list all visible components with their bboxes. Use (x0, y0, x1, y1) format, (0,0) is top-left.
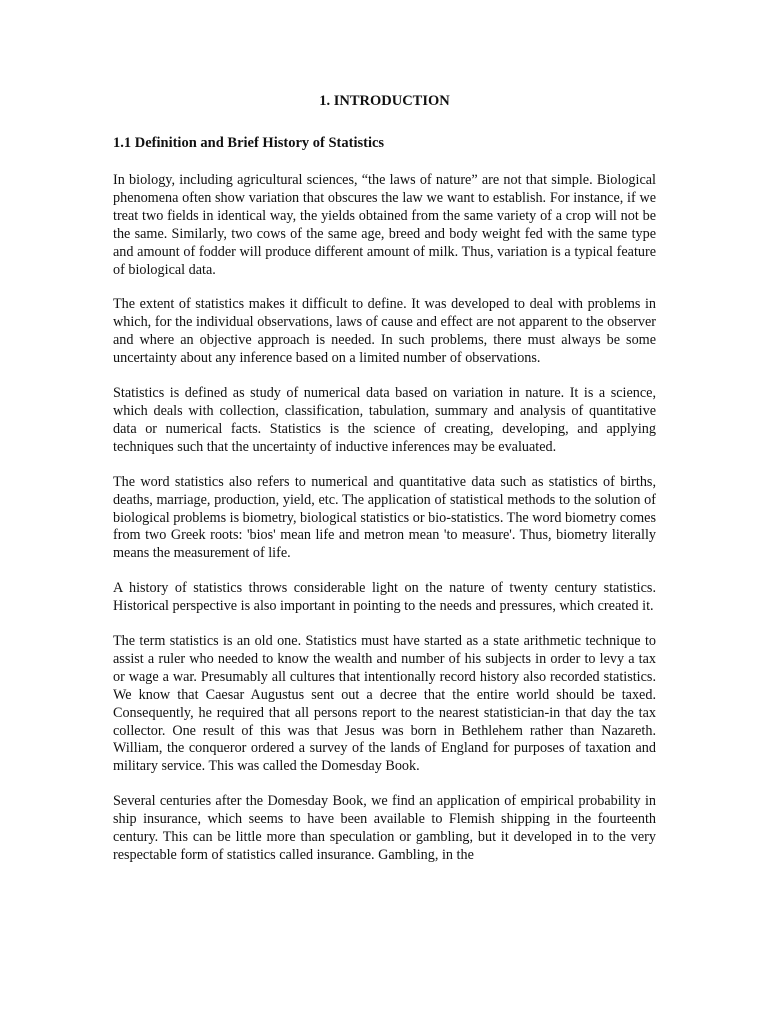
section-title: 1.1 Definition and Brief History of Statistics (113, 135, 385, 151)
paragraph-term-statistics: The term statistics is an old one. Statistics must have started as a state arithmetic technique to assist a ruler who needed to know the wealth and number of his subjects in order to levy a tax or wage a war. Presumably all cultures that intentionally record history also recorded statistics. We know that Caesar Augustus sent out a decree that the entire world should be taxed. Consequently, he required that all persons report to the nearest statistician-in that day the tax collector. One result of this was that Jesus was born in Bethlehem rather than Nazareth. William, the conqueror ordered a survey of the lands of England for purposes of taxation and military service. This was called the Domesday Book. (113, 633, 656, 775)
paragraph-insurance: Several centuries after the Domesday Book, we find an application of empirical probability in ship insurance, which seems to have been available to Flemish shipping in the fourteenth century. This can be little more than speculation or gambling, but it developed in to the very respectable form of statistics called insurance. Gambling, in the (113, 793, 656, 863)
paragraph-definition: Statistics is defined as study of numerical data based on variation in nature. It is a science, which deals with collection, classification, tabulation, summary and analysis of quantitative data or numerical facts. Statistics is the science of creating, developing, and applying techniques such that the uncertainty of inductive inferences may be evaluated. (113, 385, 656, 455)
paragraph-history-intro: A history of statistics throws considerable light on the nature of twenty century statistics. Historical perspective is also important in pointing to the needs and pressures, which created it. (113, 580, 656, 615)
paragraph-extent-of-statistics: The extent of statistics makes it difficult to define. It was developed to deal with problems in which, for the individual observations, laws of cause and effect are not apparent to the observer and where an objective approach is needed. In such problems, there must always be some uncertainty about any inference based on a limited number of observations. (113, 296, 656, 367)
document-page (113, 90, 656, 882)
chapter-title: 1. INTRODUCTION (319, 93, 450, 109)
paragraph-biometry: The word statistics also refers to numerical and quantitative data such as statistics of births, deaths, marriage, production, yield, etc. The application of statistical methods to the solution of biological problems is biometry, biological statistics or bio-statistics. The word biometry comes from two Greek roots: 'bios' mean life and metron mean 'to measure'. Thus, biometry literally means the measurement of life. (113, 473, 656, 562)
paragraph-biological-variation: In biology, including agricultural sciences, “the laws of nature” are not that simple. Biological phenomena often show variation that obscures the law we want to establish. For instance, if we treat two fields in identical way, the yields obtained from the same variety of a crop will not be the same. Similarly, two cows of the same age, breed and body weight fed with the same type and amount of fodder will produce different amount of milk. Thus, variation is a typical feature of biological data. (113, 172, 656, 278)
